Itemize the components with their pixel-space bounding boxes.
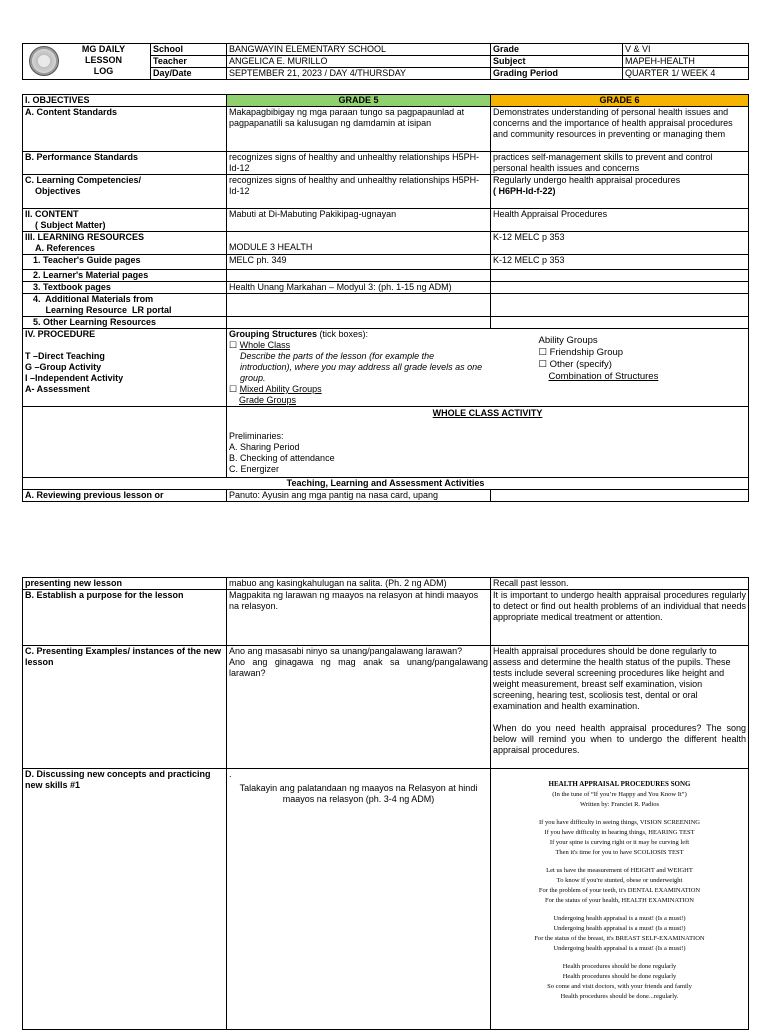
lm-g6	[491, 270, 749, 282]
textbook-g5: Health Unang Markahan – Modyul 3: (ph. 1-15 ng ADM)	[227, 282, 491, 294]
content-label: II. CONTENT	[25, 209, 79, 219]
performance-g6: practices self-management skills to prevent and control personal health issues and concerns	[491, 152, 749, 175]
grade5-header: GRADE 5	[227, 95, 491, 107]
subject-label: Subject	[491, 56, 623, 68]
whole-class-label: Whole Class	[239, 340, 291, 350]
song-tune: (In the tune of “If you’re Happy and You Know It”)	[552, 791, 687, 798]
a-g5-top: Panuto: Ayusin ang mga pantig na nasa card, upang	[227, 490, 491, 502]
c-g6-cell	[491, 646, 749, 769]
whole-class-activity-cell	[227, 407, 749, 478]
song-verse-1	[493, 818, 746, 858]
legend-group: G –Group Activity	[25, 362, 102, 372]
song-line: Undergoing health appraisal is a must! (Is a must!)	[553, 945, 686, 952]
song-author: Written by: Franciet R. Padios	[580, 801, 659, 808]
a-g6: Recall past lesson.	[491, 578, 749, 590]
song-line: Let us have the measurement of HEIGHT and WEIGHT	[546, 867, 693, 874]
song-line: Then it's time for you to have SCOLIOSIS TEST	[555, 849, 684, 856]
grouping-rest: (tick boxes):	[317, 329, 369, 339]
c-g5-question-2: Ano ang ginagawa ng mag anak sa unang/pangalawang larawan?	[229, 657, 488, 678]
a-g5-bottom: mabuo ang kasingkahulugan na salita. (Ph. 2 ng ADM)	[227, 578, 491, 590]
song-line: For the status of the breast, it's BREAST SELF-EXAMINATION	[534, 935, 705, 942]
legend-assessment: A- Assessment	[25, 384, 90, 394]
competencies-g5: recognizes signs of healthy and unhealthy relationships H5PH-Id-12	[227, 175, 491, 209]
a-label-bottom: presenting new lesson	[23, 578, 227, 590]
song-line: Health procedures should be done regularly	[562, 973, 677, 980]
activities-table	[22, 577, 749, 1030]
textbook-label: 3. Textbook pages	[23, 282, 227, 294]
tla-heading: Teaching, Learning and Assessment Activities	[23, 478, 749, 490]
competencies-g6-code: ( H6PH-Id-f-22)	[493, 186, 556, 196]
resources-g5: MODULE 3 HEALTH	[227, 232, 491, 255]
legend-independent: I –Independent Activity	[25, 373, 124, 383]
song-cell	[491, 769, 749, 1030]
content-label-cell	[23, 209, 227, 232]
date-value: SEPTEMBER 21, 2023 / DAY 4/THURSDAY	[227, 68, 491, 80]
resources-g6: K-12 MELC p 353	[491, 232, 749, 255]
lm-g5	[227, 270, 491, 282]
other-resources-label: 5. Other Learning Resources	[23, 317, 227, 329]
competencies-g6	[491, 175, 749, 209]
song-verse-3	[493, 914, 746, 954]
friendship-checkbox[interactable]: ☐	[538, 347, 548, 358]
grouping-title: Grouping Structures	[229, 329, 318, 339]
period-value: QUARTER 1/ WEEK 4	[623, 68, 749, 80]
competencies-g6-text: Regularly undergo health appraisal procedures	[493, 175, 681, 185]
c-g5-cell	[227, 646, 491, 769]
procedure-label-cell	[23, 329, 227, 407]
content-standards-g6: Demonstrates understanding of personal health issues and concerns and the importance of health appraisal procedures and community resources in preventing or managing them	[491, 107, 749, 152]
whole-class-activity-title: WHOLE CLASS ACTIVITY	[432, 408, 543, 418]
objectives-label: I. OBJECTIVES	[23, 95, 227, 107]
dll-title-cell	[23, 44, 151, 80]
tg-label: 1. Teacher's Guide pages	[23, 255, 227, 270]
school-value: BANGWAYIN ELEMENTARY SCHOOL	[227, 44, 491, 56]
other-g6	[491, 317, 749, 329]
other-specify-checkbox[interactable]: ☐	[538, 359, 548, 370]
content-standards-label: A. Content Standards	[23, 107, 227, 152]
grade-value: V & VI	[623, 44, 749, 56]
teacher-label: Teacher	[151, 56, 227, 68]
other-specify-label: Other (specify)	[549, 359, 612, 370]
resources-label-cell	[23, 232, 227, 255]
song-line: Health procedures should be done regularly	[562, 963, 677, 970]
page-2	[22, 577, 748, 1030]
school-label: School	[151, 44, 227, 56]
combination-label: Combination of Structures	[548, 371, 659, 382]
teacher-value: ANGELICA E. MURILLO	[227, 56, 491, 68]
song-line: Health procedures should be done...regularly.	[560, 993, 679, 1000]
d-g5-cell	[227, 769, 491, 1030]
subject-value: MAPEH-HEALTH	[623, 56, 749, 68]
song-line: Undergoing health appraisal is a must! (Is a must!)	[553, 925, 686, 932]
references-label: A. References	[35, 243, 96, 253]
preliminaries-label: Preliminaries:	[229, 431, 284, 441]
song-verse-2	[493, 866, 746, 906]
d-g5-text: Talakayin ang palatandaan ng maayos na Relasyon at hindi maayos na relasyon (ph. 3-4 ng ADM)	[239, 783, 478, 804]
song-line: To know if you're stunted, obese or underweight	[556, 877, 683, 884]
header-table	[22, 43, 749, 80]
additional-g6	[491, 294, 749, 317]
a-g6-top	[491, 490, 749, 502]
song-verse-4	[493, 962, 746, 1002]
objectives-table	[22, 94, 749, 502]
other-g5	[227, 317, 491, 329]
tg-g6: K-12 MELC p 353	[491, 255, 749, 270]
prelim-energizer: C. Energizer	[229, 464, 280, 474]
tg-g5: MELC ph. 349	[227, 255, 491, 270]
page-1	[22, 43, 748, 502]
lm-label: 2. Learner's Material pages	[23, 270, 227, 282]
song-line: For the problem of your teeth, it's DENTAL EXAMINATION	[538, 887, 701, 894]
c-g5-question-1: Ano ang masasabi ninyo sa unang/pangalawang larawan?	[229, 646, 463, 656]
song-line: So come and visit doctors, with your friends and family	[547, 983, 692, 990]
additional-label: 4. Additional Materials from Learning Resource LR portal	[23, 294, 227, 317]
legend-direct: T –Direct Teaching	[25, 351, 105, 361]
grouping-structures-cell	[227, 329, 491, 407]
prelim-sharing: A. Sharing Period	[229, 442, 300, 452]
mixed-ability-label: Mixed Ability Groups	[239, 384, 322, 394]
prelim-attendance: B. Checking of attendance	[229, 453, 335, 463]
whole-class-checkbox[interactable]: ☐	[229, 340, 238, 350]
procedure-label: IV. PROCEDURE	[25, 329, 96, 339]
grade-label: Grade	[491, 44, 623, 56]
d-g5-dot: .	[229, 769, 232, 779]
ability-groups-label: Ability Groups	[538, 335, 598, 346]
content-sub: ( Subject Matter)	[35, 220, 106, 230]
whole-class-left	[23, 407, 227, 478]
song-title: HEALTH APPRAISAL PROCEDURES SONG	[548, 780, 691, 788]
b-label: B. Establish a purpose for the lesson	[23, 590, 227, 646]
b-g6: It is important to undergo health appraisal procedures regularly to detect or find out health problems of an individual that needs appropriate medical treatment or attention.	[491, 590, 749, 646]
date-label: Day/Date	[151, 68, 227, 80]
competencies-label: C. Learning Competencies/ Objectives	[23, 175, 227, 209]
content-g6: Health Appraisal Procedures	[491, 209, 749, 232]
grade-groups-label: Grade Groups	[239, 395, 297, 405]
song-line: If you have difficulty in seeing things, VISION SCREENING	[539, 819, 700, 826]
content-standards-g5: Makapagbibigay ng mga paraan tungo sa pagpapaunlad at pagpapanatili sa kalusugan ng damdamin at isipan	[227, 107, 491, 152]
song-line: Undergoing health appraisal is a must! (Is a must!)	[553, 915, 686, 922]
grouping-options-cell	[491, 329, 749, 407]
dll-title: MG DAILY LESSON LOG	[81, 44, 126, 76]
mixed-ability-checkbox[interactable]: ☐	[229, 384, 238, 394]
performance-label: B. Performance Standards	[23, 152, 227, 175]
song-line: For the status of your health, HEALTH EXAMINATION	[545, 897, 694, 904]
textbook-g6	[491, 282, 749, 294]
b-g5: Magpakita ng larawan ng maayos na relasyon at hindi maayos na relasyon.	[227, 590, 491, 646]
grade6-header: GRADE 6	[491, 95, 749, 107]
whole-class-description: Describe the parts of the lesson (for example the introduction), where you may address all grade levels as one group.	[240, 351, 483, 383]
additional-g5	[227, 294, 491, 317]
c-g6-paragraph-1: Health appraisal procedures should be done regularly to assess and determine the health status of the pupils. These tests include several screening procedures like height and weight measurement, breast self examination, vision screening, hearing test, scoliosis test, dental or oral examination and health examination.	[493, 646, 731, 711]
song-line: If your spine is curving right or it may be curving left	[549, 839, 690, 846]
resources-label: III. LEARNING RESOURCES	[25, 232, 145, 242]
a-label-top: A. Reviewing previous lesson or	[23, 490, 227, 502]
d-label: D. Discussing new concepts and practicing new skills #1	[23, 769, 227, 1030]
friendship-label: Friendship Group	[549, 347, 624, 358]
c-label: C. Presenting Examples/ instances of the new lesson	[23, 646, 227, 769]
performance-g5: recognizes signs of healthy and unhealthy relationships H5PH-Id-12	[227, 152, 491, 175]
song-line: If you have difficulty in hearing things, HEARING TEST	[544, 829, 695, 836]
c-g6-paragraph-2: When do you need health appraisal procedures? The song below will remind you when to undergo the different health appraisal procedures.	[493, 723, 746, 755]
period-label: Grading Period	[491, 68, 623, 80]
deped-seal-icon	[29, 46, 59, 76]
content-g5: Mabuti at Di-Mabuting Pakikipag-ugnayan	[227, 209, 491, 232]
